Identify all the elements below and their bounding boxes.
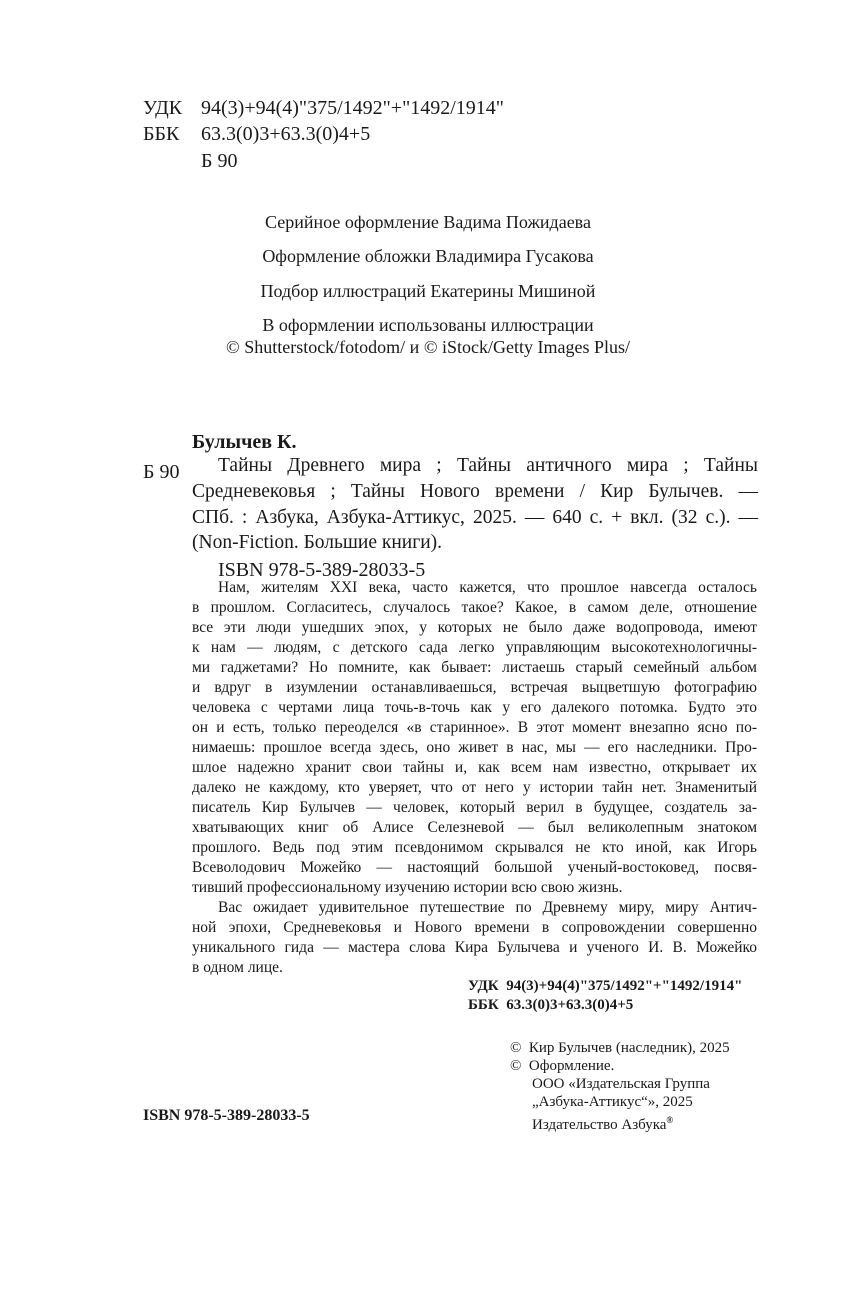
- annotation-line: все эти люди ушедших эпох, у которых не было даже водопровода, имеют: [192, 619, 757, 636]
- isbn-bottom: ISBN 978-5-389-28033-5: [143, 1107, 310, 1124]
- udk-bottom: УДК 94(3)+94(4)"375/1492"+"1492/1914": [468, 978, 743, 994]
- credit-series-design: Серийное оформление Вадима Пожидаева: [265, 212, 591, 232]
- copyright-publisher-line: ООО «Издательская Группа: [532, 1076, 710, 1092]
- annotation-line: тивший профессиональному изучению истории всю свою жизнь.: [192, 879, 623, 896]
- annotation-line: нимаешь: прошлое всегда здесь, оно живет в нас, мы — его наследники. Про-: [192, 739, 757, 756]
- annotation-line: шлое надежно хранит свои тайны и, как всем нам известно, открывает их: [192, 759, 757, 776]
- annotation-line: к нам — людям, с детского сада легко управляющим высокотехнологичны-: [192, 639, 757, 656]
- annotation-line: уникального гида — мастера слова Кира Булычева и ученого И. В. Можейко: [192, 939, 757, 956]
- credit-cover-design: Оформление обложки Владимира Гусакова: [262, 246, 594, 266]
- annotation-line: Вас ожидает удивительное путешествие по Древнему миру, миру Антич-: [218, 899, 757, 916]
- annotation-line: писатель Кир Булычев — человек, который верил в будущее, создатель за-: [192, 799, 757, 816]
- annotation-line: человека с чертами лица точь-в-точь как у его далекого потомка. Будто это: [192, 699, 757, 716]
- annotation-line: далеко не каждому, кто уверяет, что от него у истории тайн нет. Знаменитый: [192, 779, 757, 796]
- copyright-design: © Оформление.: [510, 1058, 615, 1074]
- publisher-name: Издательство Азбука: [532, 1117, 667, 1133]
- annotation-line: ми гаджетами? Но помните, как бывает: листаешь старый семейный альбом: [192, 659, 757, 676]
- copyright-publisher-line: „Азбука-Аттикус“», 2025: [532, 1094, 693, 1110]
- annotation-line: в одном лице.: [192, 959, 283, 976]
- bib-mark: Б 90: [143, 461, 180, 483]
- annotation-line: Нам, жителям XXI века, часто кажется, что прошлое навсегда осталось: [218, 579, 757, 596]
- udk-value: 94(3)+94(4)"375/1492"+"1492/1914": [201, 97, 504, 119]
- credit-illustration-sources: © Shutterstock/fotodom/ и © iStock/Getty Images Plus/: [226, 337, 630, 357]
- annotation-line: Всеволодович Можейко — настоящий большой ученый-востоковед, посвя-: [192, 859, 757, 876]
- bib-line: Тайны Древнего мира ; Тайны античного мира ; Тайны: [218, 455, 758, 476]
- annotation-line: он и есть, только переоделся «в старинное». В этот момент внезапно ясно по-: [192, 719, 757, 736]
- copyright-publisher-brand: [532, 1110, 673, 1135]
- copyright-author: © Кир Булычев (наследник), 2025: [510, 1040, 730, 1056]
- bib-line: (Non-Fiction. Большие книги).: [192, 532, 443, 553]
- bib-isbn: ISBN 978-5-389-28033-5: [218, 559, 426, 581]
- annotation-line: ной эпохи, Средневековья и Нового времени в сопровождении совершенно: [192, 919, 757, 936]
- credit-illustrations: Подбор иллюстраций Екатерины Мишиной: [260, 281, 596, 301]
- bib-line: СПб. : Азбука, Азбука-Аттикус, 2025. — 640 с. + вкл. (32 с.). —: [192, 507, 758, 528]
- bbk-value: 63.3(0)3+63.3(0)4+5: [201, 123, 371, 145]
- bbk-label: ББК: [143, 123, 180, 145]
- annotation-line: хватывающих книг об Алисе Селезневой — был великолепным знатоком: [192, 819, 757, 836]
- bib-line: Средневековья ; Тайны Нового времени / Кир Булычев. —: [192, 481, 758, 502]
- bbk-bottom: ББК 63.3(0)3+63.3(0)4+5: [468, 997, 634, 1013]
- registered-mark: ®: [666, 1115, 674, 1125]
- author-mark: Б 90: [201, 150, 238, 172]
- annotation-line: прошлого. Ведь под этим псевдонимом скрывался не кто иной, как Игорь: [192, 839, 757, 856]
- credit-illustration-note: В оформлении использованы иллюстрации: [262, 315, 594, 335]
- udk-label: УДК: [143, 97, 183, 119]
- annotation-line: и вдруг в изумлении останавливаешься, встречая выцветшую фотографию: [192, 679, 757, 696]
- bib-author: Булычев К.: [192, 431, 297, 453]
- annotation-line: в прошлом. Согласитесь, случалось такое? Какое, в самом деле, отношение: [192, 599, 757, 616]
